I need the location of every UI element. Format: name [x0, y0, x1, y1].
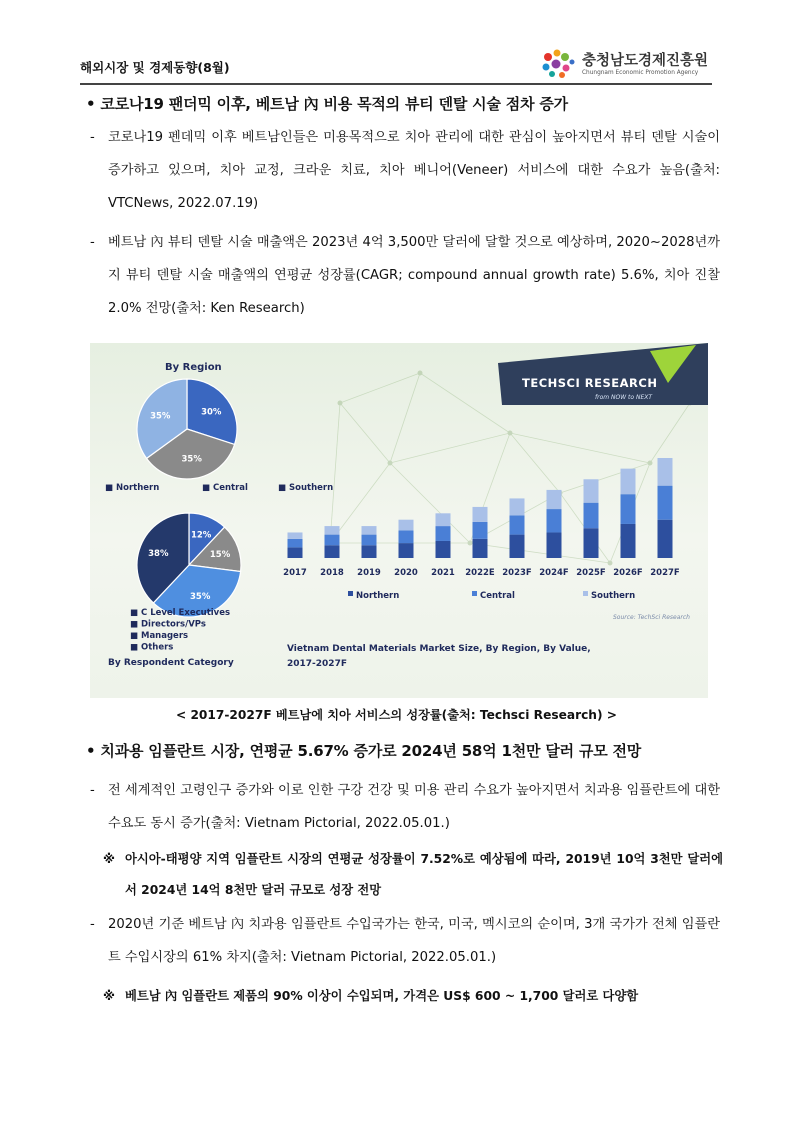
x-tick-label: 2021	[431, 568, 455, 578]
x-tick-label: 2019	[357, 568, 381, 578]
bar-northern-2023F	[510, 535, 525, 558]
section2-paragraph-2	[90, 908, 720, 974]
pie-title-by-region: By Region	[165, 362, 222, 373]
organization-logo	[538, 47, 710, 83]
bar-central-2022E	[473, 522, 488, 539]
section2-paragraph-1	[90, 774, 720, 840]
bar-central-2019	[362, 535, 377, 546]
bar-southern-2026F	[621, 469, 636, 495]
section2-heading: • 치과용 임플란트 시장, 연평균 5.67% 증가로 2024년 58억 1천만 달러 규모 전망	[86, 742, 642, 760]
logo-name: 충청남도경제진흥원	[582, 53, 709, 69]
pie-title-by-respondent: By Respondent Category	[108, 658, 234, 668]
legend-respondent-2: ■ Managers	[130, 631, 189, 641]
x-tick-label: 2025F	[576, 568, 606, 578]
bar-northern-2021	[436, 541, 451, 558]
logo-subtitle: Chungnam Economic Promotion Agency	[582, 70, 699, 76]
x-tick-label: 2022E	[465, 568, 495, 578]
legend-swatch-northern	[348, 591, 353, 596]
bar-central-2020	[399, 530, 414, 543]
bar-central-2025F	[584, 503, 599, 529]
bar-southern-2017	[288, 532, 303, 538]
section1-heading: • 코로나19 팬더믹 이후, 베트남 內 비용 목적의 뷰티 덴탈 시술 점차 증가	[86, 95, 568, 113]
x-tick-label: 2020	[394, 568, 418, 578]
pie-slice-label: 12%	[190, 530, 212, 541]
legend-respondent-3: ■ Others	[130, 642, 174, 653]
section1-paragraph-2	[90, 226, 720, 325]
bar-chart-title-line1: Vietnam Dental Materials Market Size, By Region, By Value,	[287, 644, 591, 654]
chart-source: Source: TechSci Research	[613, 614, 690, 621]
bar-central-2027F	[658, 486, 673, 520]
legend-swatch-southern	[583, 591, 588, 596]
bar-legend-central: Central	[480, 591, 515, 601]
section1-paragraph-1	[90, 121, 720, 220]
x-tick-label: 2018	[320, 568, 344, 578]
note-text: 아시아-태평양 지역 임플란트 시장의 연평균 성장률이 7.52%로 예상됨에 따라, 2019년 10억 3천만 달러에서 2024년 14억 8천만 달러 규모로 성장 전망	[125, 852, 723, 897]
bar-southern-2018	[325, 526, 340, 535]
pie-slice-label: 38%	[148, 548, 169, 559]
pie-slice-label: 35%	[181, 454, 202, 465]
bar-southern-2022E	[473, 507, 488, 522]
pie-slice-label: 30%	[201, 407, 222, 418]
market-chart-figure	[90, 343, 708, 698]
x-tick-label: 2023F	[502, 568, 532, 578]
note-mark: ※	[103, 852, 115, 866]
bar-northern-2024F	[547, 532, 562, 558]
paragraph-text: 베트남 內 뷰티 덴탈 시술 매출액은 2023년 4억 3,500만 달러에 달할 것으로 예상하며, 2020~2028년까지 뷰티 덴탈 시술 매출액의 연평균 성장률(CAGR; compound annual growth rate) 5.6%, 치아 진찰 2.0% 전망(출처: Ken Research)	[108, 235, 720, 316]
x-tick-label: 2017	[283, 568, 307, 578]
bar-central-2018	[325, 535, 340, 546]
bar-legend-southern: Southern	[591, 591, 636, 601]
pie-slice-label: 35%	[189, 592, 211, 603]
brand-tagline: from NOW to NEXT	[595, 394, 653, 401]
note-text: 베트남 內 임플란트 제품의 90% 이상이 수입되며, 가격은 US$ 600 ~ 1,700 달러로 다양함	[125, 989, 639, 1003]
section2-note-1	[103, 844, 723, 906]
bar-northern-2025F	[584, 528, 599, 558]
bar-central-2024F	[547, 509, 562, 532]
page-header-title: 해외시장 및 경제동향(8월)	[80, 60, 230, 75]
bar-southern-2025F	[584, 479, 599, 502]
paragraph-text: 2020년 기준 베트남 內 치과용 임플란트 수입국가는 한국, 미국, 멕시코의 순이며, 3개 국가가 전체 임플란트 수입시장의 61% 차지(출처: Vietnam Pictorial, 2022.05.01.)	[108, 917, 720, 965]
bar-northern-2017	[288, 547, 303, 558]
bar-northern-2026F	[621, 524, 636, 558]
bar-northern-2018	[325, 545, 340, 558]
bar-central-2017	[288, 539, 303, 548]
bullet-dash: -	[90, 783, 95, 798]
pie-slice-label: 15%	[209, 549, 231, 560]
bar-southern-2027F	[658, 458, 673, 486]
chart-canvas	[90, 343, 708, 698]
bar-southern-2020	[399, 520, 414, 531]
bar-northern-2020	[399, 543, 414, 558]
legend-southern: ■ Southern	[278, 483, 334, 493]
x-tick-label: 2026F	[613, 568, 643, 578]
paragraph-text: 코로나19 펜데믹 이후 베트남인들은 미용목적으로 치아 관리에 대한 관심이 높아지면서 뷰티 덴탈 시술이 증가하고 있으며, 치아 교정, 크라운 치료, 치아 베니어(Veneer) 서비스에 대한 수요가 높음(출처: VTCNews, 2022.07.19)	[108, 130, 720, 211]
section2-note-2	[103, 981, 723, 1012]
x-tick-label: 2027F	[650, 568, 680, 578]
paragraph-text: 전 세계적인 고령인구 증가와 이로 인한 구강 건강 및 미용 관리 수요가 높아지면서 치과용 임플란트에 대한 수요도 동시 증가(출처: Vietnam Pictorial, 2022.05.01.)	[108, 783, 720, 831]
figure-caption: < 2017-2027F 베트남에 치아 서비스의 성장률(출처: Techsci Research) >	[175, 708, 618, 722]
bar-southern-2024F	[547, 490, 562, 509]
legend-swatch-central	[472, 591, 477, 596]
x-tick-label: 2024F	[539, 568, 569, 578]
bar-central-2026F	[621, 494, 636, 524]
bar-southern-2023F	[510, 498, 525, 515]
bullet-dash: -	[90, 130, 95, 145]
bullet-dash: -	[90, 917, 95, 932]
bar-northern-2019	[362, 545, 377, 558]
header-divider	[80, 83, 712, 85]
bar-legend-northern: Northern	[356, 591, 400, 601]
note-mark: ※	[103, 989, 115, 1003]
bar-southern-2021	[436, 513, 451, 526]
flower-logo-icon	[538, 47, 580, 81]
legend-respondent-1: ■ Directors/VPs	[130, 619, 206, 630]
bar-northern-2022E	[473, 539, 488, 558]
bar-chart-title-line2: 2017-2027F	[287, 659, 347, 669]
bar-northern-2027F	[658, 520, 673, 558]
brand-name: TECHSCI RESEARCH	[522, 376, 658, 390]
legend-central: ■ Central	[202, 483, 248, 493]
legend-northern: ■ Northern	[105, 483, 160, 493]
bar-central-2023F	[510, 515, 525, 534]
legend-respondent-0: ■ C Level Executives	[130, 608, 231, 618]
bullet-dash: -	[90, 235, 95, 250]
bar-southern-2019	[362, 526, 377, 535]
pie-slice-label: 35%	[150, 411, 171, 422]
bar-central-2021	[436, 526, 451, 541]
